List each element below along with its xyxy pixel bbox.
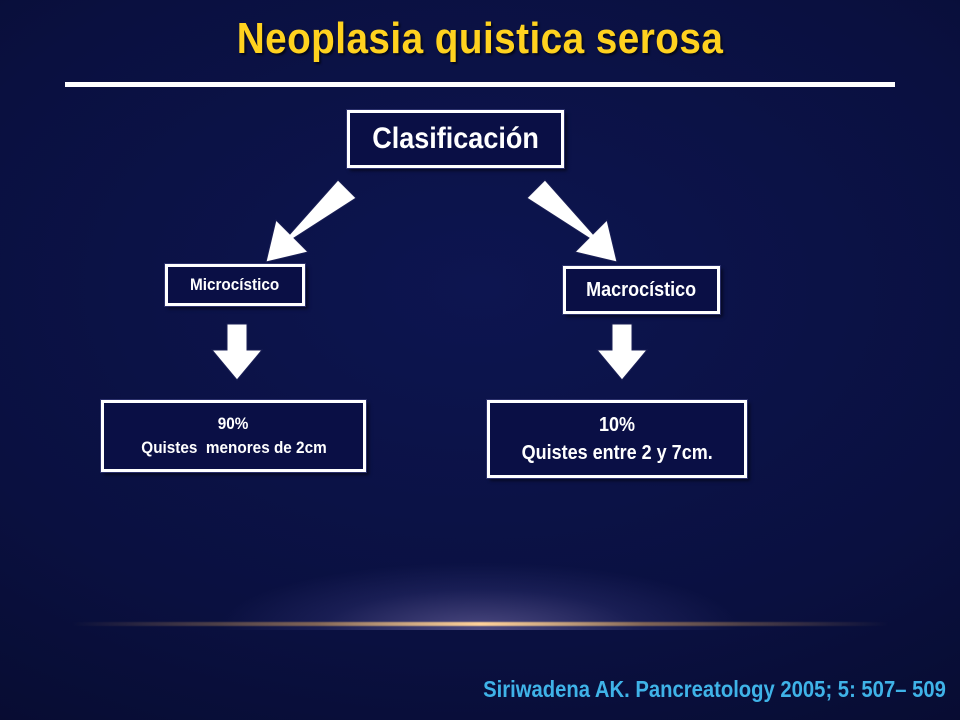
macrocystic-label: Macrocístico [586, 278, 697, 301]
microcystic-label: Microcístico [190, 275, 280, 294]
microcystic-description: Quistes menores de 2cm [140, 438, 327, 457]
microcystic-percent: 90% [218, 414, 249, 433]
classification-box [347, 110, 564, 168]
macrocystic-percent: 10% [598, 414, 636, 436]
arrow-left-diagonal [266, 180, 356, 262]
microcystic-box [165, 264, 305, 306]
macrocystic-detail-box [487, 400, 747, 478]
macrocystic-description: Quistes entre 2 y 7cm. [521, 442, 713, 464]
slide-title: Neoplasia quistica serosa [236, 14, 724, 63]
arrow-down-left [212, 324, 262, 380]
arrow-down-right [597, 324, 647, 380]
citation: Siriwadena AK. Pancreatology 2005; 5: 507– 509 [483, 676, 946, 702]
classification-label: Clasificación [372, 122, 539, 155]
arrow-right-diagonal [527, 180, 617, 262]
macrocystic-box [563, 266, 720, 314]
microcystic-detail-box [101, 400, 366, 472]
